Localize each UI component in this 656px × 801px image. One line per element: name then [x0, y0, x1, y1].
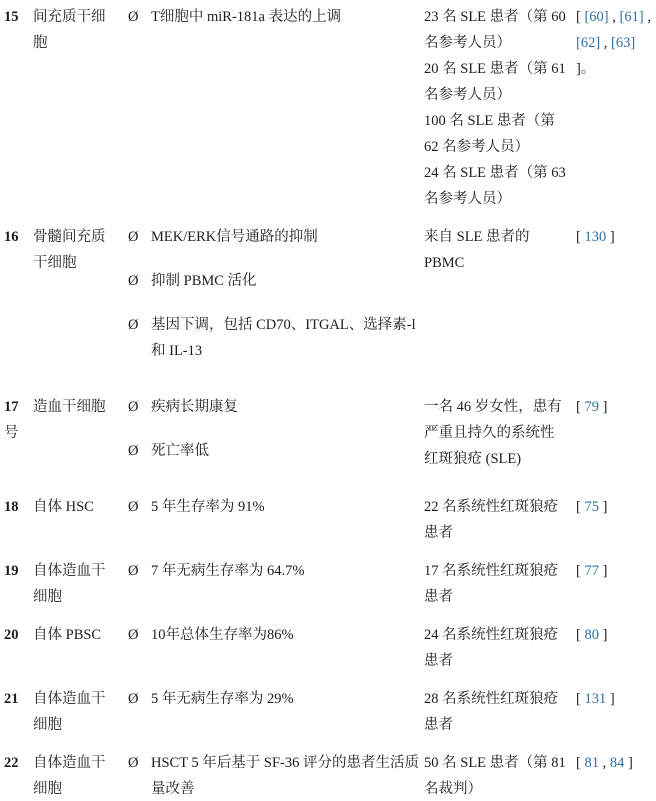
citation-link[interactable]: 84 — [609, 755, 625, 771]
row-number-cell — [4, 622, 33, 674]
refs-cell — [576, 686, 654, 738]
cohort-line: 24 名系统性红斑狼疮患者 — [424, 627, 559, 669]
refs-cell — [576, 224, 654, 382]
table-row — [4, 494, 656, 546]
ref-separator: ] — [606, 691, 615, 707]
ref-separator: , — [598, 755, 610, 771]
ref-separator: , — [600, 35, 612, 51]
citation-link[interactable]: [63] — [611, 35, 636, 51]
cohort-line: 24 名 SLE 患者（第 63 名参考人员） — [424, 165, 566, 207]
table-row — [4, 686, 656, 738]
finding-text: T细胞中 miR-181a 表达的上调 — [151, 9, 342, 25]
ref-separator: [ — [576, 563, 585, 579]
citation-link[interactable]: [62] — [576, 35, 601, 51]
table-row — [4, 750, 656, 801]
row-number-cell — [4, 4, 33, 212]
ref-separator: ] — [598, 563, 608, 579]
citation-link[interactable]: 130 — [584, 229, 607, 245]
finding-text: 7 年无病生存率为 64.7% — [151, 563, 305, 579]
finding-item — [128, 622, 420, 648]
finding-item — [128, 4, 420, 30]
finding-item — [128, 558, 420, 584]
row-number: 21 — [4, 691, 19, 707]
cell-type: 自体造血干细胞 — [33, 691, 106, 733]
ref-separator: [ — [576, 399, 585, 415]
finding-text: 抑制 PBMC 活化 — [151, 273, 257, 289]
row-number-cell — [4, 494, 33, 546]
bullet-icon: Ø — [128, 691, 139, 707]
finding-text: 5 年生存率为 91% — [151, 499, 265, 515]
table-row — [4, 622, 656, 674]
finding-item — [128, 394, 420, 420]
citation-link[interactable]: [60] — [584, 9, 609, 25]
cohort-cell — [424, 494, 576, 546]
findings-cell — [128, 494, 424, 546]
bullet-icon: Ø — [128, 627, 139, 643]
table-row — [4, 558, 656, 610]
bullet-icon: Ø — [128, 755, 139, 771]
refs-cell — [576, 750, 654, 801]
table-row — [4, 4, 656, 212]
citation-link[interactable]: 80 — [584, 627, 599, 643]
citation-link[interactable]: 75 — [584, 499, 599, 515]
bullet-icon: Ø — [128, 317, 139, 333]
row-number-suffix: 号 — [4, 425, 19, 441]
cell-type: 间充质干细胞 — [33, 9, 106, 51]
finding-text: 疾病长期康复 — [151, 399, 238, 415]
finding-item — [128, 438, 420, 464]
refs-cell — [576, 494, 654, 546]
cell-type: 自体 PBSC — [33, 627, 102, 643]
bullet-icon: Ø — [128, 563, 139, 579]
cohort-line: 50 名 SLE 患者（第 81 名裁判） — [424, 755, 566, 797]
bullet-icon: Ø — [128, 9, 139, 25]
findings-cell — [128, 622, 424, 674]
cohort-line: 100 名 SLE 患者（第 62 名参考人员） — [424, 113, 555, 155]
refs-cell — [576, 4, 654, 212]
ref-separator: ] — [624, 755, 633, 771]
bullet-icon: Ø — [128, 443, 139, 459]
citation-link[interactable]: 131 — [584, 691, 607, 707]
finding-text: 10年总体生存率为86% — [151, 627, 294, 643]
row-number-cell — [4, 394, 33, 482]
cohort-line: 来自 SLE 患者的 PBMC — [424, 229, 530, 271]
cohort-cell — [424, 622, 576, 674]
finding-item — [128, 750, 420, 801]
bullet-icon: Ø — [128, 229, 139, 245]
finding-text: MEK/ERK信号通路的抑制 — [151, 229, 318, 245]
ref-separator: ] — [606, 229, 615, 245]
bullet-icon: Ø — [128, 273, 139, 289]
ref-separator: [ — [576, 627, 585, 643]
cohort-cell — [424, 394, 576, 482]
row-number-cell — [4, 686, 33, 738]
findings-cell — [128, 4, 424, 212]
cell-type: 自体 HSC — [33, 499, 94, 515]
ref-separator: ]。 — [576, 61, 596, 77]
finding-text: 死亡率低 — [151, 443, 209, 459]
refs-cell — [576, 394, 654, 482]
citation-link[interactable]: 81 — [584, 755, 599, 771]
table-body — [4, 4, 656, 801]
cell-type: 自体造血干细胞 — [33, 563, 106, 605]
citation-link[interactable]: 79 — [584, 399, 599, 415]
citation-link[interactable]: 77 — [584, 563, 599, 579]
cohort-cell — [424, 750, 576, 801]
row-number: 22 — [4, 755, 19, 771]
cell-type: 自体造血干细胞 — [33, 755, 106, 797]
bullet-icon: Ø — [128, 399, 139, 415]
cohort-line: 23 名 SLE 患者（第 60 名参考人员） — [424, 9, 566, 51]
cohort-line: 22 名系统性红斑狼疮患者 — [424, 499, 559, 541]
finding-text: 基因下调，包括 CD70、ITGAL、选择素-l 和 IL-13 — [151, 317, 416, 359]
row-number: 20 — [4, 627, 19, 643]
row-number-cell — [4, 224, 33, 382]
ref-separator: [ — [576, 755, 585, 771]
finding-item — [128, 312, 420, 364]
ref-separator: ] — [598, 399, 608, 415]
bullet-icon: Ø — [128, 499, 139, 515]
cohort-cell — [424, 686, 576, 738]
finding-item — [128, 268, 420, 294]
ref-separator: [ — [576, 691, 585, 707]
cohort-line: 20 名 SLE 患者（第 61 名参考人员） — [424, 61, 566, 103]
ref-separator: [ — [576, 9, 585, 25]
ref-separator: [ — [576, 229, 585, 245]
finding-item — [128, 494, 420, 520]
refs-cell — [576, 558, 654, 610]
finding-text: 5 年无病生存率为 29% — [151, 691, 294, 707]
cohort-cell — [424, 558, 576, 610]
finding-item — [128, 224, 420, 250]
row-number: 19 — [4, 563, 19, 579]
cohort-cell — [424, 224, 576, 382]
findings-cell — [128, 686, 424, 738]
row-number: 17 — [4, 399, 19, 415]
findings-cell — [128, 224, 424, 382]
table-row — [4, 394, 656, 482]
row-number: 15 — [4, 9, 19, 25]
ref-separator: ] — [598, 499, 608, 515]
refs-cell — [576, 622, 654, 674]
ref-separator: , — [643, 9, 651, 25]
ref-separator: [ — [576, 499, 585, 515]
citation-link[interactable]: [61] — [619, 9, 644, 25]
row-number-cell — [4, 750, 33, 801]
finding-text: HSCT 5 年后基于 SF-36 评分的患者生活质量改善 — [151, 755, 420, 797]
row-number: 18 — [4, 499, 19, 515]
findings-cell — [128, 394, 424, 482]
cohort-cell — [424, 4, 576, 212]
findings-cell — [128, 750, 424, 801]
table-row — [4, 224, 656, 382]
row-number-cell — [4, 558, 33, 610]
cohort-line: 一名 46 岁女性，患有严重且持久的系统性红斑狼疮 (SLE) — [424, 399, 562, 467]
findings-cell — [128, 558, 424, 610]
cohort-line: 17 名系统性红斑狼疮患者 — [424, 563, 559, 605]
ref-separator: , — [608, 9, 620, 25]
finding-item — [128, 686, 420, 712]
cell-type: 造血干细胞 — [33, 399, 106, 415]
ref-separator: ] — [598, 627, 608, 643]
cohort-line: 28 名系统性红斑狼疮患者 — [424, 691, 559, 733]
cell-type: 骨髓间充质干细胞 — [33, 229, 106, 271]
row-number: 16 — [4, 229, 19, 245]
